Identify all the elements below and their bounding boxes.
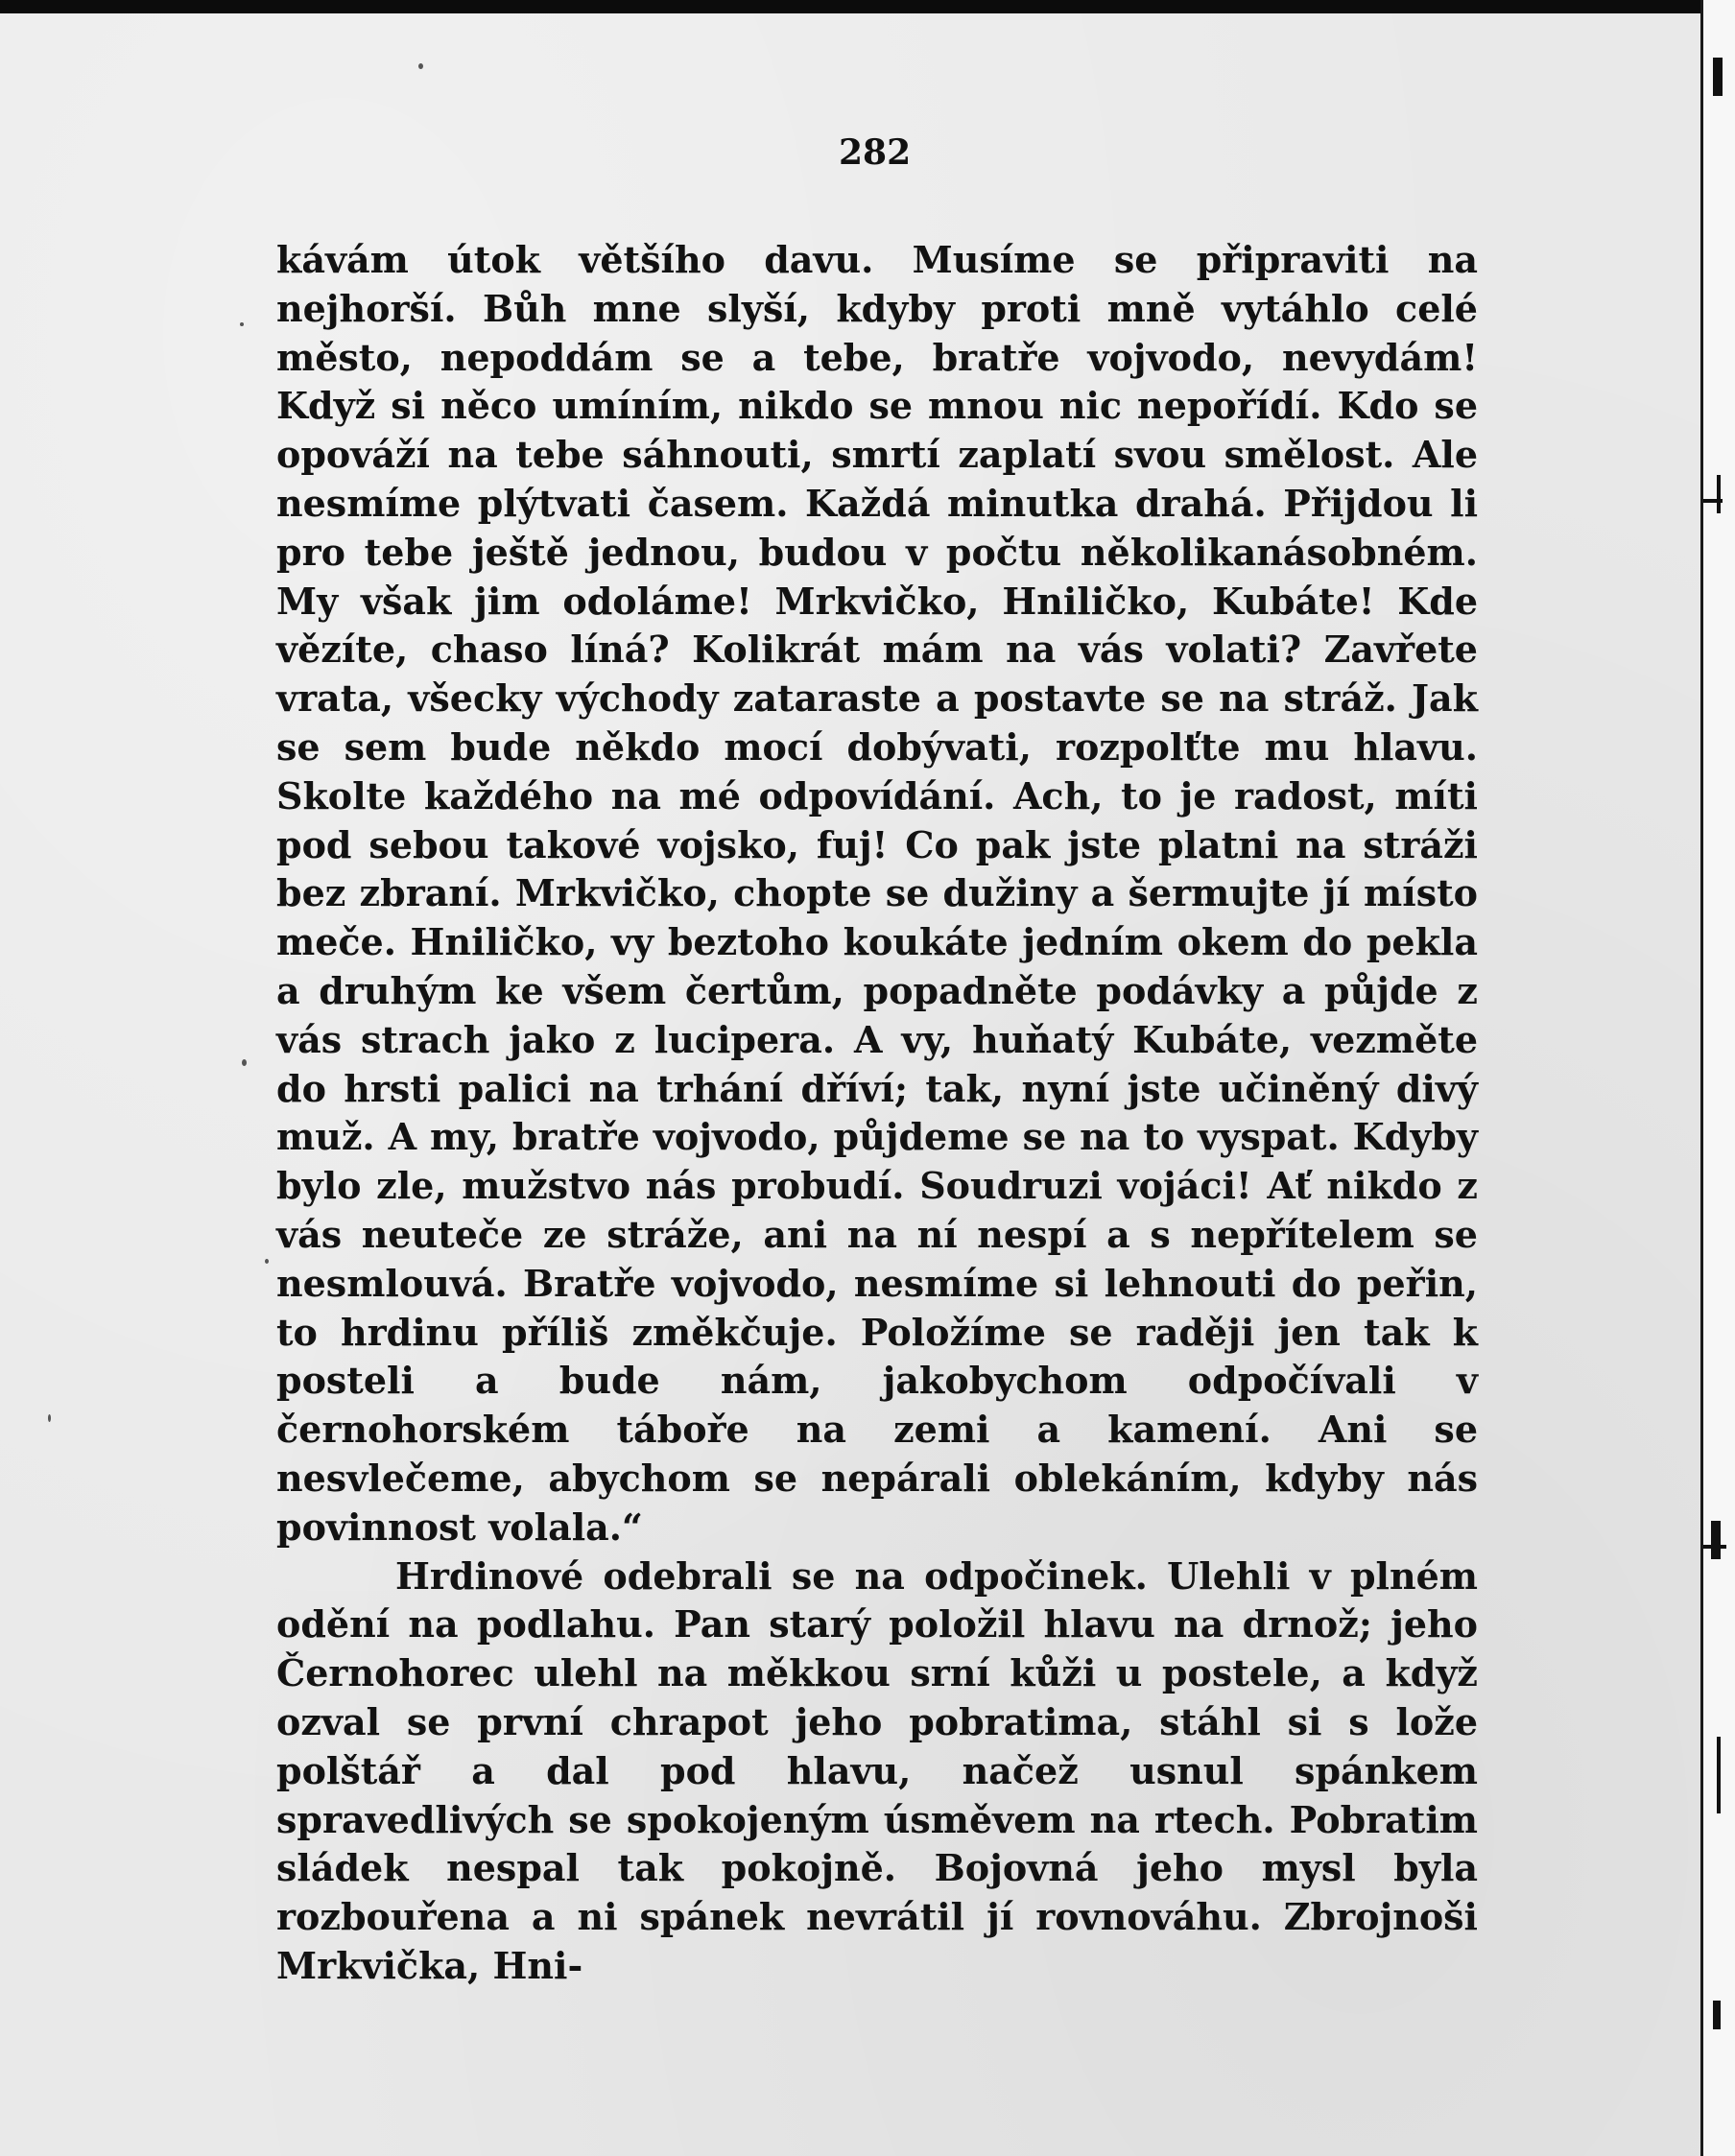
binding-mark bbox=[1717, 475, 1721, 513]
dust-speck bbox=[265, 1259, 269, 1264]
body-text bbox=[276, 236, 1478, 1991]
paragraph: kávám útok většího davu. Musíme se připraviti na nejhorší. Bůh mne slyší, kdyby proti mně vytáhlo celé město, nepoddám se a tebe, bratře vojvodo, nevydám! Když si něco umíním, nikdo se mnou nic nepořídí. Kdo se opováží na tebe sáhnouti, smrtí zaplatí svou smělost. Ale nesmíme plýtvati časem. Každá minutka drahá. Přijdou li pro tebe ještě jednou, budou v počtu několikanásobném. My však jim odoláme! Mrkvičko, Hniličko, Kubáte! Kde vězíte, chaso líná? Kolikrát mám na vás volati? Zavřete vrata, všecky východy zataraste a postavte se na stráž. Jak se sem bude někdo mocí dobývati, rozpolťte mu hlavu. Skolte každého na mé odpovídání. Ach, to je radost, míti pod sebou takové vojsko, fuj! Co pak jste platni na stráži bez zbraní. Mrkvičko, chopte se dužiny a šermujte jí místo meče. Hniličko, vy beztoho koukáte jedním okem do pekla a druhým ke všem čertům, popadněte podávky a půjde z vás strach jako z lucipera. A vy, huňatý Kubáte, vezměte do hrsti palici na trhání dříví; tak, nyní jste učiněný divý muž. A my, bratře vojvodo, půjdeme se na to vyspat. Kdyby bylo zle, mužstvo nás probudí. Soudruzi vojáci! Ať nikdo z vás neuteče ze stráže, ani na ní nespí a s nepřítelem se nesmlouvá. Bratře vojvodo, nesmíme si lehnouti do peřin, to hrdinu příliš změkčuje. Položíme se raději jen tak k posteli a bude nám, jakobychom odpočívali v černohorském táboře na zemi a kamení. Ani se nesvlečeme, abychom se nepárali oblekáním, kdyby nás povinnost volala.“ bbox=[276, 238, 1478, 1549]
binding-mark bbox=[1711, 1521, 1721, 1559]
binding-mark bbox=[1703, 499, 1723, 503]
binding-mark bbox=[1703, 1545, 1726, 1549]
dust-speck bbox=[242, 1059, 247, 1066]
dust-speck bbox=[240, 322, 244, 326]
paragraph: Hrdinové odebrali se na odpočinek. Ulehli v plném odění na podlahu. Pan starý položil hlavu na drnož; jeho Černohorec ulehl na měkkou srní kůži u postele, a když ozval se první chrapot jeho pobratima, stáhl si s lože polštář a dal pod hlavu, načež usnul spánkem spravedlivých se spokojeným úsměvem na rtech. Pobratim sládek nespal tak pokojně. Bojovná jeho mysl byla rozbouřena a ni spánek nevrátil jí rovnováhu. Zbrojnoši Mrkvička, Hni- bbox=[276, 1553, 1478, 1987]
dust-speck bbox=[418, 63, 423, 69]
binding-mark bbox=[1717, 1737, 1721, 1813]
page-number: 282 bbox=[839, 132, 912, 173]
binding-mark bbox=[1713, 58, 1723, 96]
binding-mark bbox=[1713, 2001, 1721, 2029]
page-edge bbox=[1700, 0, 1735, 2156]
dust-speck bbox=[48, 1414, 51, 1422]
